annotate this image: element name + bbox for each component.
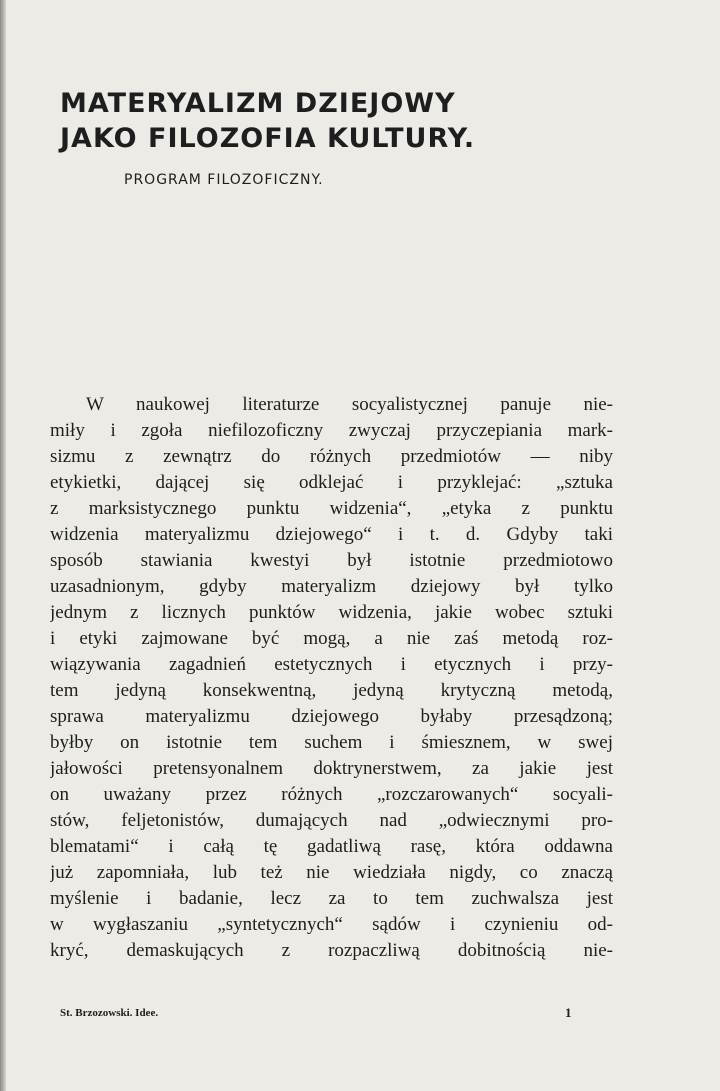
text-line: sprawa materyalizmu dziejowego byłaby przesądzoną; — [50, 706, 613, 727]
text-line: etykietki, dającej się odklejać i przyklejać: „sztuka — [50, 472, 613, 493]
text-line: myślenie i badanie, lecz za to tem zuchwalsza jest — [50, 888, 613, 909]
text-line: sizmu z zewnątrz do różnych przedmiotów — niby — [50, 446, 613, 467]
text-line: już zapomniała, lub też nie wiedziała nigdy, co znaczą — [50, 862, 613, 883]
text-line: uzasadnionym, gdyby materyalizm dziejowy był tylko — [50, 576, 613, 597]
text-line: jednym z licznych punktów widzenia, jakie wobec sztuki — [50, 602, 613, 623]
page-number: 1 — [565, 1005, 572, 1020]
text-line: kryć, demaskujących z rozpaczliwą dobitnością nie- — [50, 940, 613, 961]
footer-signature: St. Brzozowski. Idee. — [60, 1007, 159, 1019]
text-line: on uważany przez różnych „rozczarowanych“ socyali- — [50, 784, 613, 805]
chapter-title — [60, 86, 475, 156]
text-line: blematami“ i całą tę gadatliwą rasę, która oddawna — [50, 836, 613, 857]
body-paragraph — [50, 392, 613, 964]
text-line: jałowości pretensyonalnem doktrynerstwem, za jakie jest — [50, 758, 613, 779]
chapter-title-line: MATERYALIZM DZIEJOWY — [60, 88, 456, 119]
text-line: tem jedyną konsekwentną, jedyną krytyczną metodą, — [50, 680, 613, 701]
text-line: W naukowej literaturze socyalistycznej panuje nie- — [86, 394, 613, 415]
text-line: byłby on istotnie tem suchem i śmiesznem, w swej — [50, 732, 613, 753]
text-line: i etyki zajmowane być mogą, a nie zaś metodą roz- — [50, 628, 613, 649]
text-line: z marksistycznego punktu widzenia“, „etyka z punktu — [50, 498, 613, 519]
text-line: widzenia materyalizmu dziejowego“ i t. d. Gdyby taki — [50, 524, 613, 545]
chapter-subtitle: PROGRAM FILOZOFICZNY. — [124, 172, 324, 188]
text-line: w wygłaszaniu „syntetycznych“ sądów i czynieniu od- — [50, 914, 613, 935]
text-line: wiązywania zagadnień estetycznych i etycznych i przy- — [50, 654, 613, 675]
chapter-title-line: JAKO FILOZOFIA KULTURY. — [60, 123, 476, 154]
page-edge — [0, 0, 6, 1091]
text-line: sposób stawiania kwestyi był istotnie przedmiotowo — [50, 550, 613, 571]
text-line: miły i zgoła niefilozoficzny zwyczaj przyczepiania mark- — [50, 420, 613, 441]
text-line: stów, feljetonistów, dumających nad „odwiecznymi pro- — [50, 810, 613, 831]
